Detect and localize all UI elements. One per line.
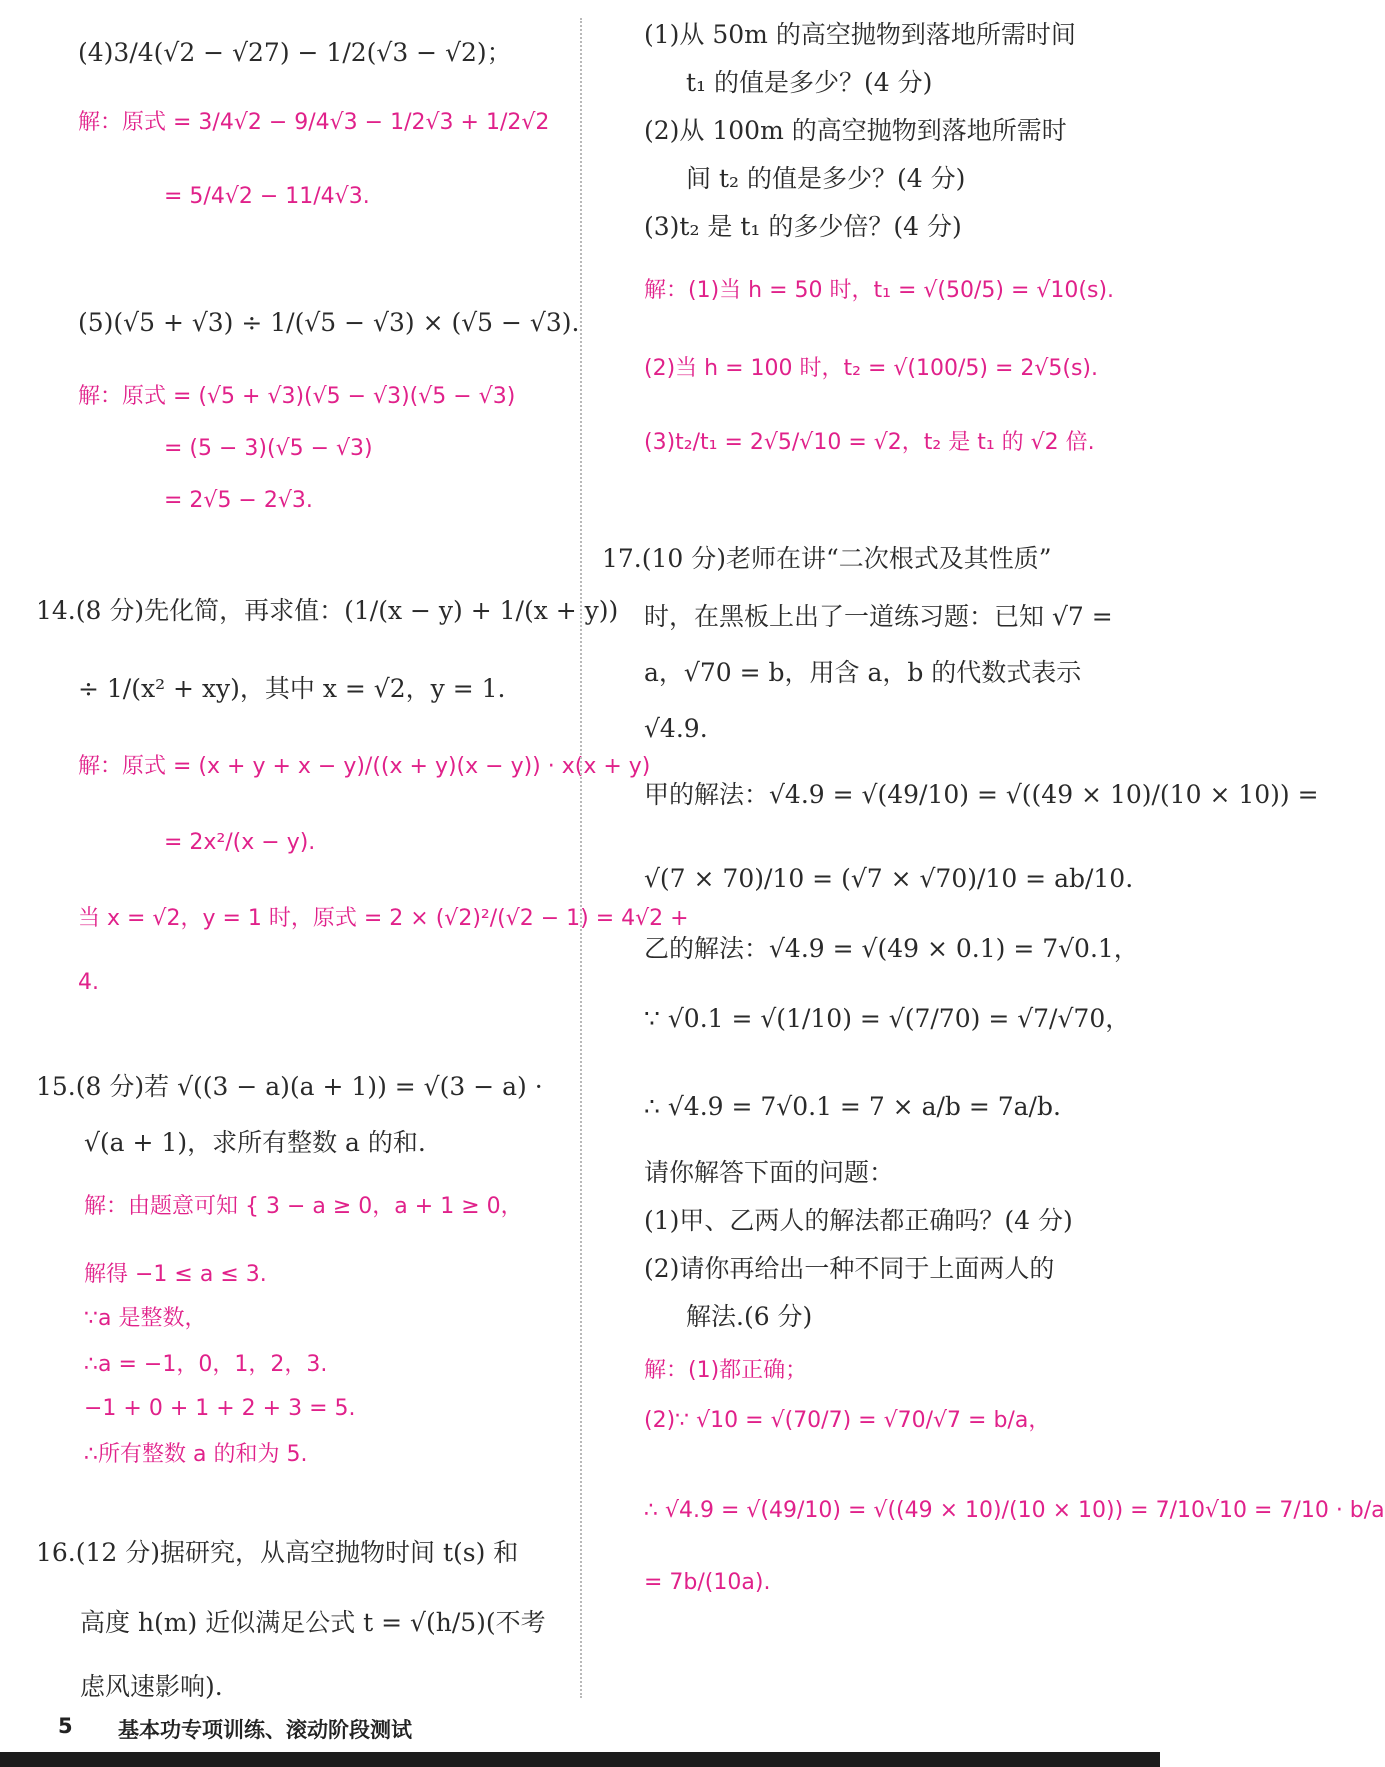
question-line: (1)从 50m 的高空抛物到落地所需时间 xyxy=(644,20,1076,49)
answer-line: = 2√5 − 2√3. xyxy=(164,488,313,513)
question-line: (3)t₂ 是 t₁ 的多少倍？(4 分) xyxy=(644,212,962,241)
answer-line: = 5/4√2 − 11/4√3. xyxy=(164,184,370,209)
question-line: (1)甲、乙两人的解法都正确吗？(4 分) xyxy=(644,1206,1073,1235)
answer-line: 解：原式 = 3/4√2 − 9/4√3 − 1/2√3 + 1/2√2 xyxy=(78,110,550,135)
question-line: (4)3/4(√2 − √27) − 1/2(√3 − √2)； xyxy=(78,38,512,67)
question-line: (2)从 100m 的高空抛物到落地所需时 xyxy=(644,116,1067,145)
answer-line: (3)t₂/t₁ = 2√5/√10 = √2，t₂ 是 t₁ 的 √2 倍. xyxy=(644,430,1095,455)
answer-line: 解得 −1 ≤ a ≤ 3. xyxy=(84,1262,267,1287)
question-line: ÷ 1/(x² + xy)，其中 x = √2，y = 1. xyxy=(78,674,506,703)
question-line: 虑风速影响). xyxy=(80,1672,223,1701)
answer-line: = (5 − 3)(√5 − √3) xyxy=(164,436,373,461)
answer-line: ∵a 是整数， xyxy=(84,1306,207,1331)
footer-title: 基本功专项训练、滚动阶段测试 xyxy=(118,1718,412,1742)
question-line: 解法.(6 分) xyxy=(686,1302,813,1331)
question-line: 17.(10 分)老师在讲“二次根式及其性质” xyxy=(602,544,1052,573)
question-line: √(a + 1)，求所有整数 a 的和. xyxy=(84,1128,426,1157)
question-line: 请你解答下面的问题： xyxy=(644,1158,895,1187)
answer-line: = 2x²/(x − y). xyxy=(164,830,316,855)
question-line: 甲的解法：√4.9 = √(49/10) = √((49 × 10)/(10 × 10)) = xyxy=(644,780,1319,809)
answer-line: 解：原式 = (√5 + √3)(√5 − √3)(√5 − √3) xyxy=(78,384,516,409)
question-line: 乙的解法：√4.9 = √(49 × 0.1) = 7√0.1， xyxy=(644,934,1139,963)
page-number: 5 xyxy=(58,1714,73,1738)
answer-line: (2)∵ √10 = √(70/7) = √70/√7 = b/a， xyxy=(644,1408,1051,1433)
answer-line: ∴ √4.9 = √(49/10) = √((49 × 10)/(10 × 10)) = 7/10√10 = 7/10 · b/a xyxy=(644,1498,1385,1523)
answer-line: 解：原式 = (x + y + x − y)/((x + y)(x − y)) · x(x + y) xyxy=(78,754,651,779)
question-line: 间 t₂ 的值是多少？(4 分) xyxy=(686,164,966,193)
question-line: 16.(12 分)据研究，从高空抛物时间 t(s) 和 xyxy=(36,1538,519,1567)
question-line: ∴ √4.9 = 7√0.1 = 7 × a/b = 7a/b. xyxy=(644,1092,1061,1121)
answer-line: (2)当 h = 100 时，t₂ = √(100/5) = 2√5(s). xyxy=(644,356,1099,381)
question-line: √(7 × 70)/10 = (√7 × √70)/10 = ab/10. xyxy=(644,864,1134,893)
question-line: ∵ √0.1 = √(1/10) = √(7/70) = √7/√70， xyxy=(644,1004,1131,1033)
answer-line: −1 + 0 + 1 + 2 + 3 = 5. xyxy=(84,1396,356,1421)
question-line: t₁ 的值是多少？(4 分) xyxy=(686,68,933,97)
answer-line: 解：(1)都正确； xyxy=(644,1358,808,1383)
answer-line: 当 x = √2，y = 1 时，原式 = 2 × (√2)²/(√2 − 1) = 4√2 + xyxy=(78,906,689,931)
question-line: √4.9. xyxy=(644,714,708,743)
answer-line: 解：(1)当 h = 50 时，t₁ = √(50/5) = √10(s). xyxy=(644,278,1115,303)
question-line: 15.(8 分)若 √((3 − a)(a + 1)) = √(3 − a) · xyxy=(36,1072,543,1101)
question-line: 高度 h(m) 近似满足公式 t = √(h/5)(不考 xyxy=(80,1608,546,1637)
column-divider xyxy=(580,18,582,1698)
answer-line: = 7b/(10a). xyxy=(644,1570,771,1595)
footer-bar xyxy=(0,1752,1160,1767)
answer-line: 4. xyxy=(78,970,99,995)
question-line: (2)请你再给出一种不同于上面两人的 xyxy=(644,1254,1055,1283)
answer-line: ∴a = −1，0，1，2，3. xyxy=(84,1352,328,1377)
question-line: (5)(√5 + √3) ÷ 1/(√5 − √3) × (√5 − √3). xyxy=(78,308,580,337)
question-line: 14.(8 分)先化简，再求值：(1/(x − y) + 1/(x + y)) xyxy=(36,596,619,625)
question-line: 时，在黑板上出了一道练习题：已知 √7 = xyxy=(644,602,1113,631)
question-line: a，√70 = b，用含 a，b 的代数式表示 xyxy=(644,658,1082,687)
answer-line: ∴所有整数 a 的和为 5. xyxy=(84,1442,308,1467)
answer-line: 解：由题意可知 { 3 − a ≥ 0，a + 1 ≥ 0， xyxy=(84,1194,523,1219)
